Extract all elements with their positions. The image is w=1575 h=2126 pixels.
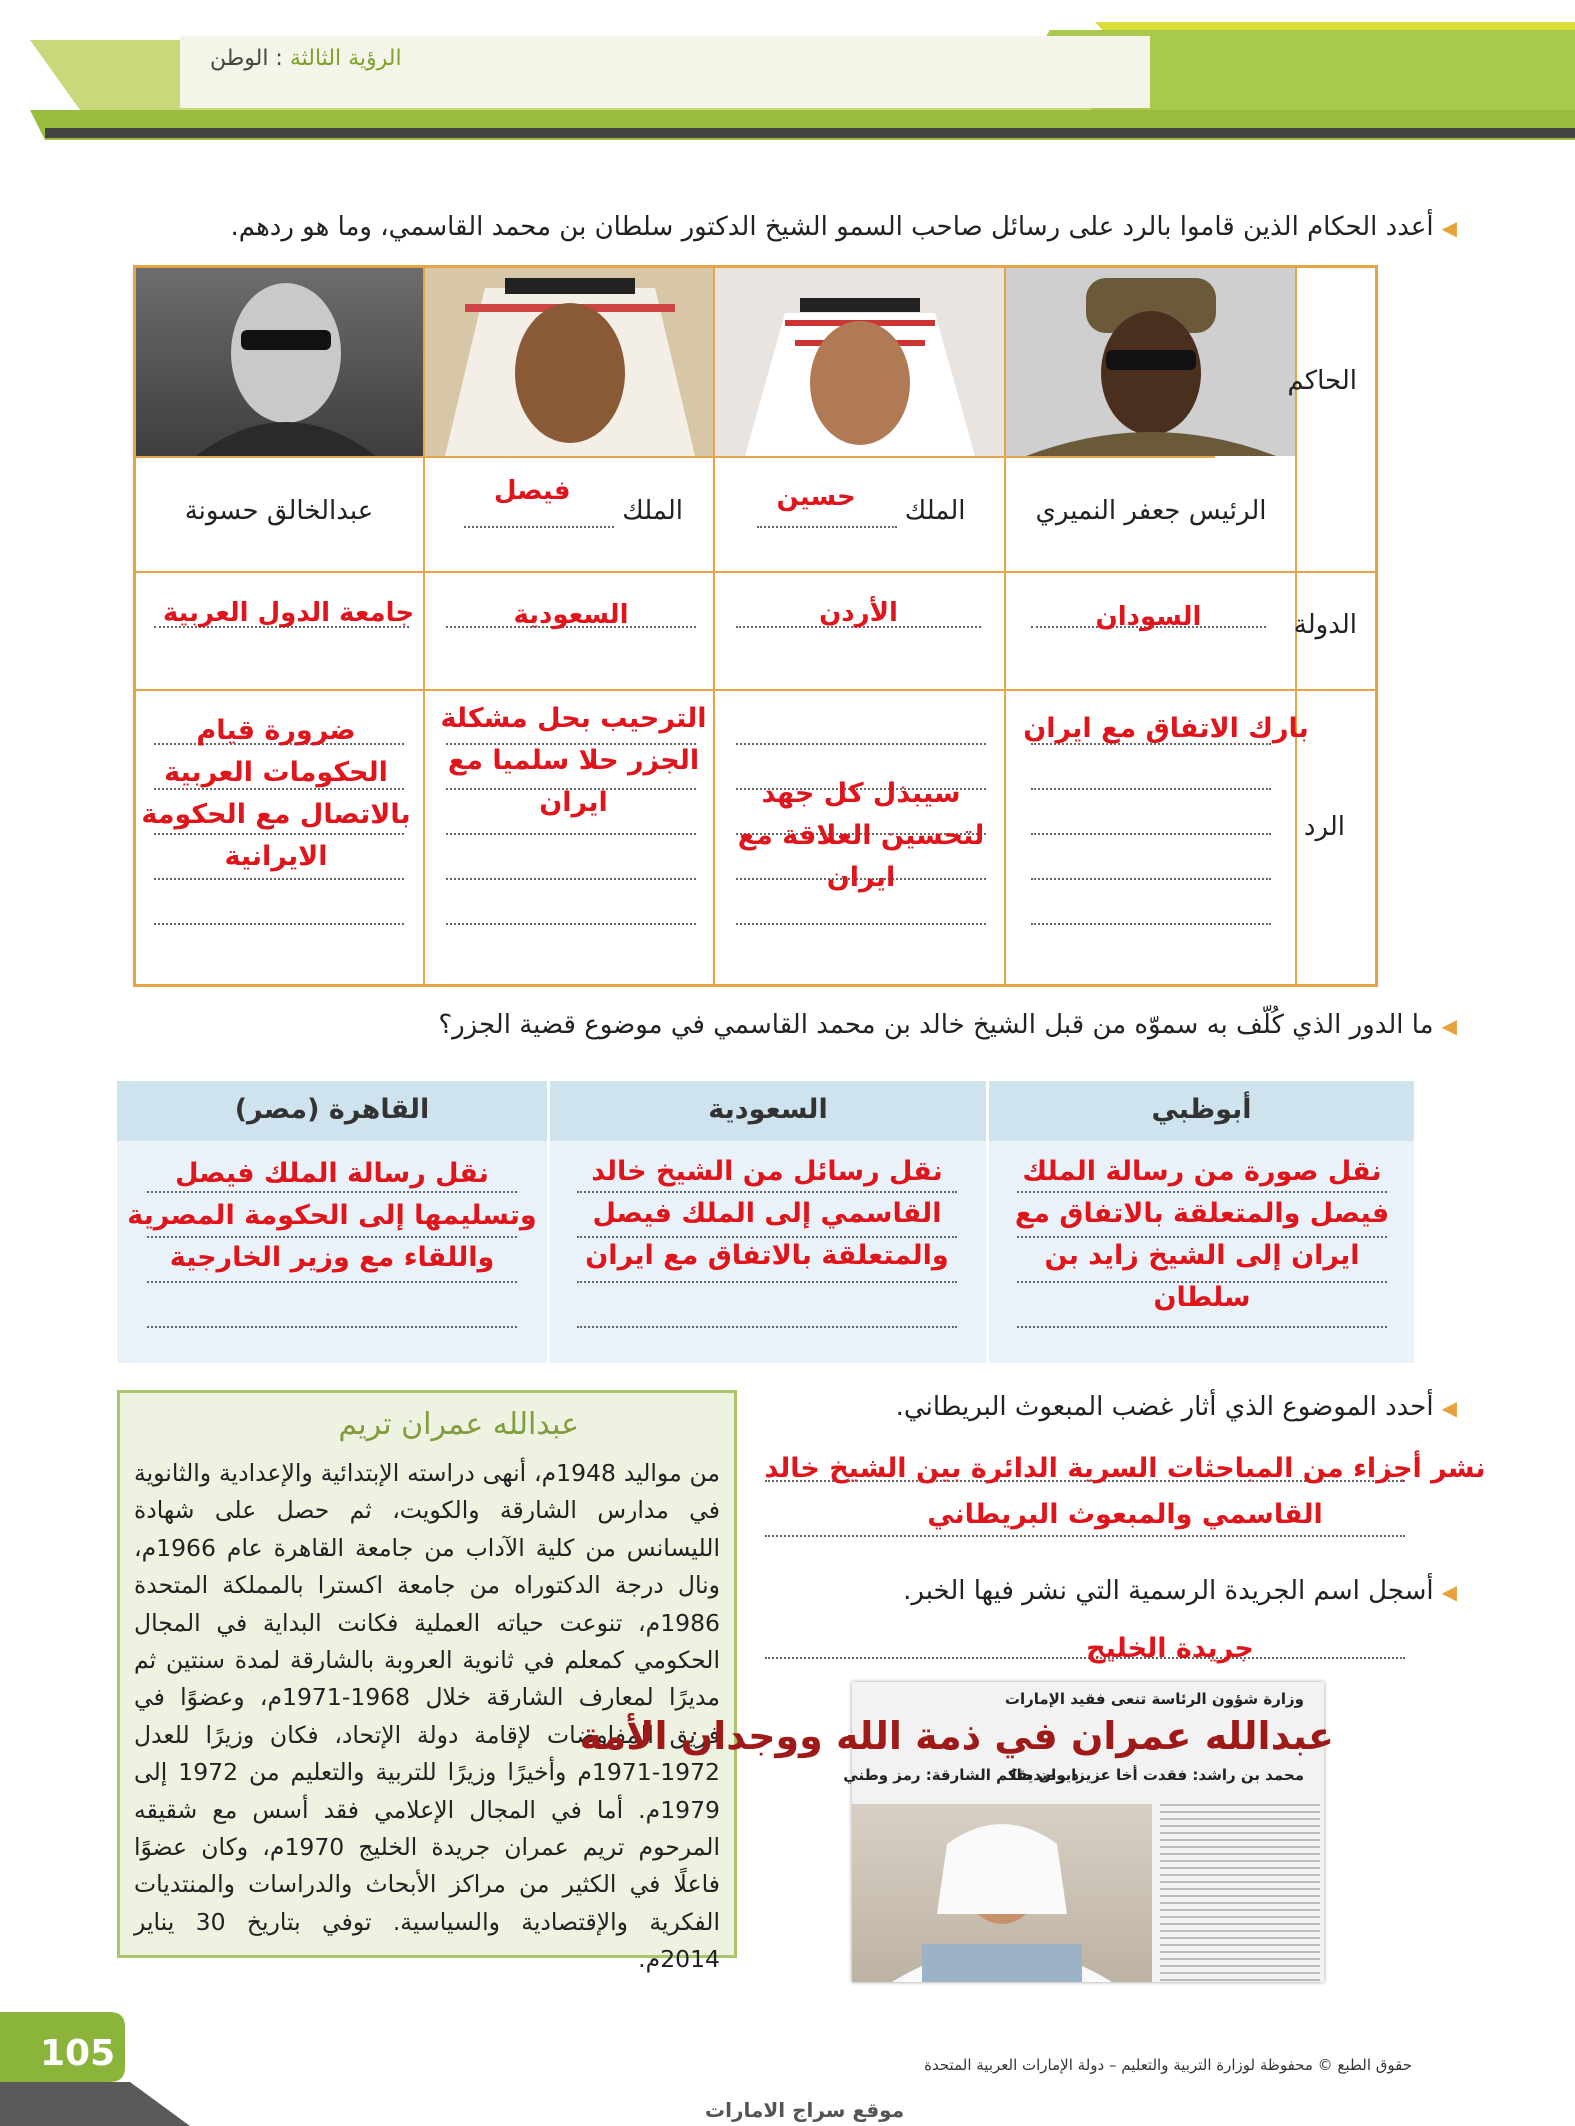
- header-abudhabi: أبوظبي: [989, 1081, 1414, 1141]
- name-hassouna: عبدالخالق حسونة: [184, 496, 374, 526]
- photo-hassouna: [136, 268, 423, 456]
- answer-response-2: سيبذل كل جهد لتحسين العلاقة مع ايران: [737, 778, 985, 893]
- answer-faisal: فيصل: [494, 476, 571, 506]
- bullet-icon: ◀: [1441, 1580, 1457, 1604]
- name-nimeiri: الرئيس جعفر النميري: [1035, 496, 1267, 526]
- question-4-text: أسجل اسم الجريدة الرسمية التي نشر فيها الخبر.: [903, 1576, 1434, 1606]
- header-saudi: السعودية: [550, 1081, 986, 1141]
- answer-q4: جريدة الخليج: [1086, 1633, 1254, 1664]
- bio-text: من مواليد 1948م، أنهى دراسته الإبتدائية والإعدادية والثانوية في مدارس الشارقة والكويت، ثم حصل على شهادة الليسانس من كلية الآداب من جامعة القاهرة عام 1966م، ونال درجة الدكتوراه من جامعة اكسترا بالمملكة المتحدة 1986م، تنوعت حياته العملية فكانت البداية في المجال الحكومي كمعلم في ثانوية العروبة بالشارقة لمدة سنتين ثم مديرًا لمعارف الشارقة خلال 1968-1971م، وعضوًا في فريق المفاوضات لإقامة دولة الإتحاد، فكان وزيرًا للعدل 1972-1971م وأخيرًا وزيرًا للتربية والتعليم من 1972 إلى 1979م. أما في المجال الإعلامي فقد أسس مع شقيقه المرحوم تريم عمران جريدة الخليج 1970م، وكان عضوًا فاعلًا في الكثير من مراكز الأبحاث والدراسات والمنتديات الفكرية والإقتصادية والسياسية. توفي بتاريخ 30 يناير 2014م.: [134, 1459, 721, 1974]
- answer-response-1: بارك الاتفاق مع ايران: [1023, 713, 1309, 744]
- page-number: 105: [40, 2033, 116, 2074]
- answer-response-4: ضرورة قيام الحكومات العربية بالاتصال مع الحكومة الايرانية: [141, 715, 411, 872]
- question-4: [903, 1576, 1457, 1606]
- question-3-text: أحدد الموضوع الذي أثار غضب المبعوث البريطاني.: [895, 1392, 1434, 1422]
- bio-box: [117, 1390, 737, 1974]
- photo-king-hussein: [715, 268, 1004, 456]
- answer-role-saudi: نقل رسائل من الشيخ خالد القاسمي إلى الملك فيصل والمتعلقة بالاتفاق مع ايران: [585, 1156, 949, 1271]
- question-2: [438, 1010, 1457, 1040]
- photo-king-faisal: [425, 268, 713, 456]
- unit-title-green: الرؤية الثالثة: [289, 46, 402, 71]
- question-1-text: أعدد الحكام الذين قاموا بالرد على رسائل صاحب السمو الشيخ الدكتور سلطان بن محمد القاسمي، وما هو ردهم.: [230, 212, 1434, 242]
- label-response: الرد: [1303, 812, 1345, 842]
- king-prefix-2: الملك: [622, 496, 683, 526]
- label-ruler: الحاكم: [1287, 366, 1357, 396]
- bullet-icon: ◀: [1441, 1014, 1457, 1038]
- newspaper-photo: [852, 1804, 1152, 1982]
- bullet-icon: ◀: [1441, 216, 1457, 240]
- header-cairo: القاهرة (مصر): [117, 1081, 547, 1141]
- site-watermark: موقع سراج الامارات: [705, 2098, 905, 2122]
- unit-title-rest: الوطن: [210, 46, 269, 71]
- answer-role-abudhabi: نقل صورة من رسالة الملك فيصل والمتعلقة بالاتفاق مع ايران إلى الشيخ زايد بن سلطان: [1014, 1156, 1390, 1313]
- rulers-table: [133, 265, 1378, 987]
- answer-hussein: حسين: [776, 482, 856, 512]
- name-king-faisal: [441, 476, 706, 528]
- name-king-hussein: [731, 482, 991, 528]
- unit-title: [210, 46, 402, 71]
- newspaper-sub2: ديوان حاكم الشارقة: رمز وطني: [843, 1766, 1079, 1784]
- newspaper-columns: [1160, 1804, 1320, 1982]
- answer-response-3: الترحيب بحل مشكلة الجزر حلا سلميا مع ايران: [440, 703, 707, 818]
- newspaper-sub1: محمد بن راشد: فقدت أخا عزيزا وصديقا: [1011, 1766, 1304, 1784]
- answer-country-2: الأردن: [819, 598, 898, 628]
- newspaper-clipping: [579, 1682, 1334, 1982]
- roles-table: [117, 1081, 1414, 1363]
- bullet-icon: ◀: [1441, 1396, 1457, 1420]
- label-country: الدولة: [1293, 610, 1357, 640]
- newspaper-headline: عبدالله عمران في ذمة الله ووجدان الأمة: [579, 1714, 1334, 1758]
- photo-nimeiri: [1006, 268, 1295, 456]
- answer-country-1: السودان: [1095, 602, 1202, 632]
- question-3: [896, 1392, 1457, 1422]
- answer-country-4: جامعة الدول العربية: [162, 598, 415, 628]
- header-banner: [0, 0, 1575, 150]
- answer-country-3: السعودية: [513, 600, 629, 630]
- bio-title: عبدالله عمران تريم: [338, 1407, 579, 1442]
- unit-title-sep: :: [268, 46, 290, 71]
- answer-q3: نشر أجزاء من المباحثات السرية الدائرة بين الشيخ خالد القاسمي والمبعوث البريطاني: [764, 1453, 1486, 1530]
- question-1: [231, 212, 1458, 242]
- question-2-text: ما الدور الذي كُلّف به سموّه من قبل الشيخ خالد بن محمد القاسمي في موضوع قضية الجزر؟: [438, 1010, 1434, 1040]
- answer-role-cairo: نقل رسالة الملك فيصل وتسليمها إلى الحكومة المصرية واللقاء مع وزير الخارجية: [127, 1158, 537, 1273]
- copyright-text: حقوق الطبع © محفوظة لوزارة التربية والتعليم – دولة الإمارات العربية المتحدة: [924, 2056, 1412, 2074]
- king-prefix-1: الملك: [904, 496, 966, 526]
- newspaper-kicker: وزارة شؤون الرئاسة تنعى فقيد الإمارات: [1004, 1690, 1304, 1708]
